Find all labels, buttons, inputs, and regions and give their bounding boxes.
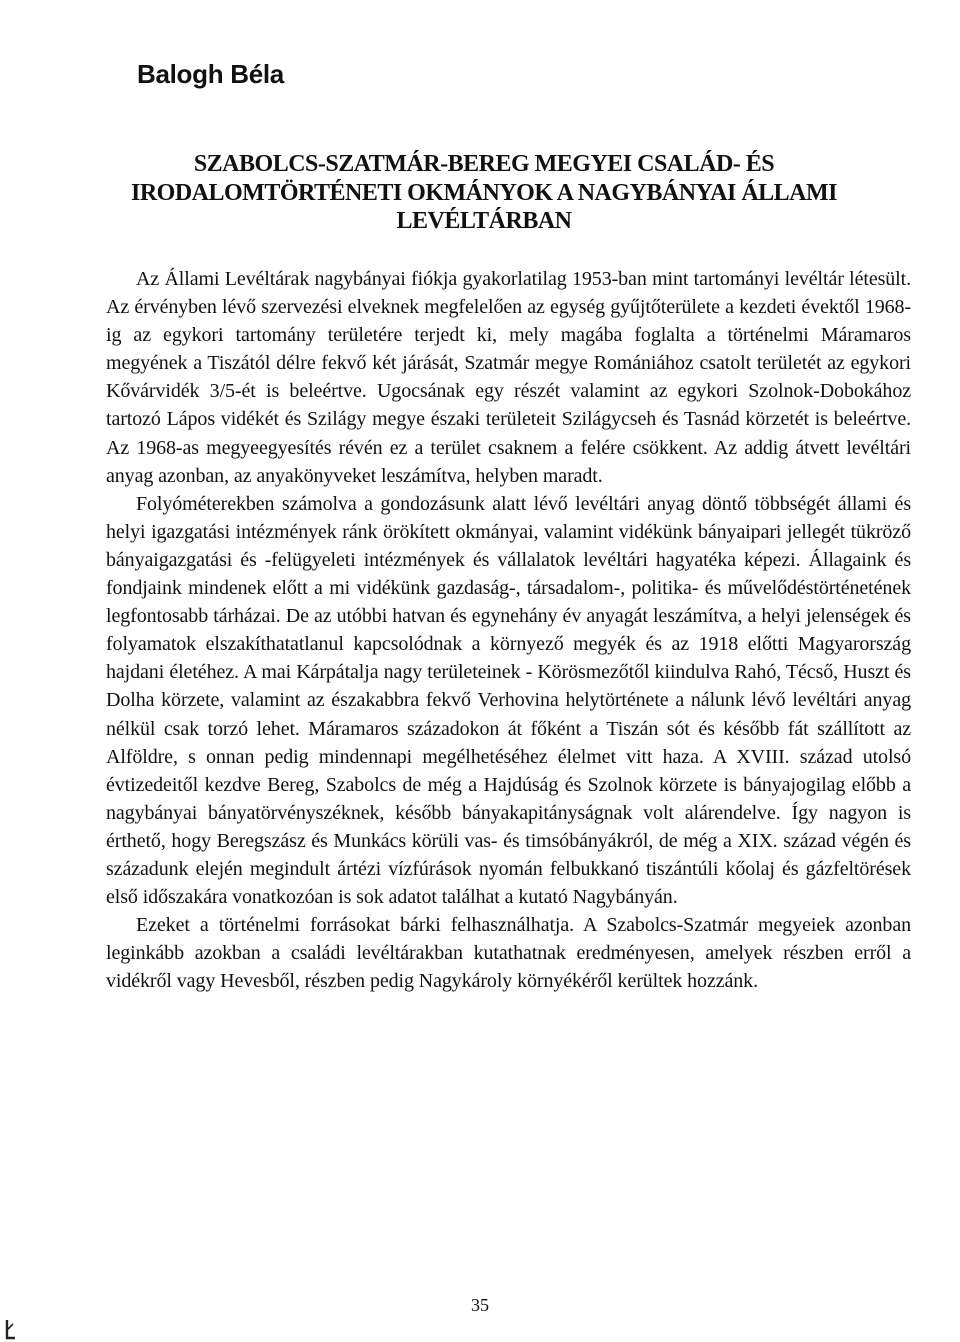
article-title <box>120 150 848 236</box>
paragraph: Az Állami Levéltárak nagybányai fiókja gyakorlatilag 1953-ban mint tartományi levéltár létesült. Az érvényben lévő szervezési elveknek megfelelően az egység gyűjtőterülete a kezdeti évektől 1968-ig az egykori tartomány területére terjedt ki, mely magába foglalta a történelmi Máramaros megyének a Tiszától délre fekvő két járását, Szatmár megye Romániához csatolt területét az egykori Kővárvidék 3/5-ét is beleértve. Ugocsának egy részét valamint az egykori Szolnok-Dobokához tartozó Lápos vidékét és Szilágy megye északi területeit Szilágycseh és Tasnád körzetét is beleértve. Az 1968-as megyeegyesítés révén ez a terület csaknem a felére csökkent. Az addig átvett levéltári anyag azonban, az anyakönyveket leszámítva, helyben maradt. <box>106 268 911 487</box>
scan-artifact-mark <box>4 1318 18 1340</box>
title-line: IRODALOMTÖRTÉNETI OKMÁNYOK A NAGYBÁNYAI ÁLLAMI <box>130 179 837 206</box>
title-line: LEVÉLTÁRBAN <box>396 208 572 234</box>
author-name: Balogh Béla <box>137 59 284 89</box>
paragraph: Ezeket a történelmi forrásokat bárki felhasználhatja. A Szabolcs-Szatmár megyeiek azonban leginkább azokban a családi levéltárakban kutathatnak eredményesen, amelyek részben erről a vidékről vagy Hevesből, részben pedig Nagykároly környékéről kerültek hozzánk. <box>106 914 911 993</box>
paragraph: Folyóméterekben számolva a gondozásunk alatt lévő levéltári anyag döntő többségét állami és helyi igazgatási intézmények ránk örökített okmányai, valamint vidékünk bányaipari jellegét tükröző bányaigazgatási és -felügyeleti intézmények és vállalatok levéltári hagyatéka képezi. Állagaink és fondjaink mindenek előtt a mi vidékünk gazdaság-, társadalom-, politika- és művelődéstörténetének legfontosabb tárházai. De az utóbbi hatvan és egynehány év anyagát leszámítva, a helyi jelenségek és folyamatok elszakíthatatlanul kapcsolódnak a környező megyék és az 1918 előtti Magyarország hajdani életéhez. A mai Kárpátalja nagy területeinek - Körösmezőtől kiindulva Rahó, Técső, Huszt és Dolha körzete, valamint az északabbra fekvő Verhovina helytörténete a nálunk lévő levéltári anyag nélkül csak torzó lehet. Máramaros századokon át főként a Tiszán sót és később fát szállított az Alföldre, s onnan pedig mindennapi megélhetéséhez élelmet vitt haza. A XVIII. század utolsó évtizedeitől kezdve Bereg, Szabolcs de még a Hajdúság és Szolnok körzete is bányajogilag előbb a nagybányai bányatörvényszéknek, később bányakapitányságnak volt alárendelve. Így nagyon is érthető, hogy Beregszász és Munkács körüli vas- és timsóbányákról, de még a XIX. század végén és századunk elején megindult ártézi vízfúrások nyomán felbukkanó tiszántúli kőolaj és gázfeltörések első időszakára vonatkozóan is sok adatot találhat a kutató Nagybányán. <box>106 492 911 909</box>
title-line: SZABOLCS-SZATMÁR-BEREG MEGYEI CSALÁD- ÉS <box>193 151 775 177</box>
article-body <box>106 265 911 995</box>
page-number: 35 <box>471 1295 489 1315</box>
